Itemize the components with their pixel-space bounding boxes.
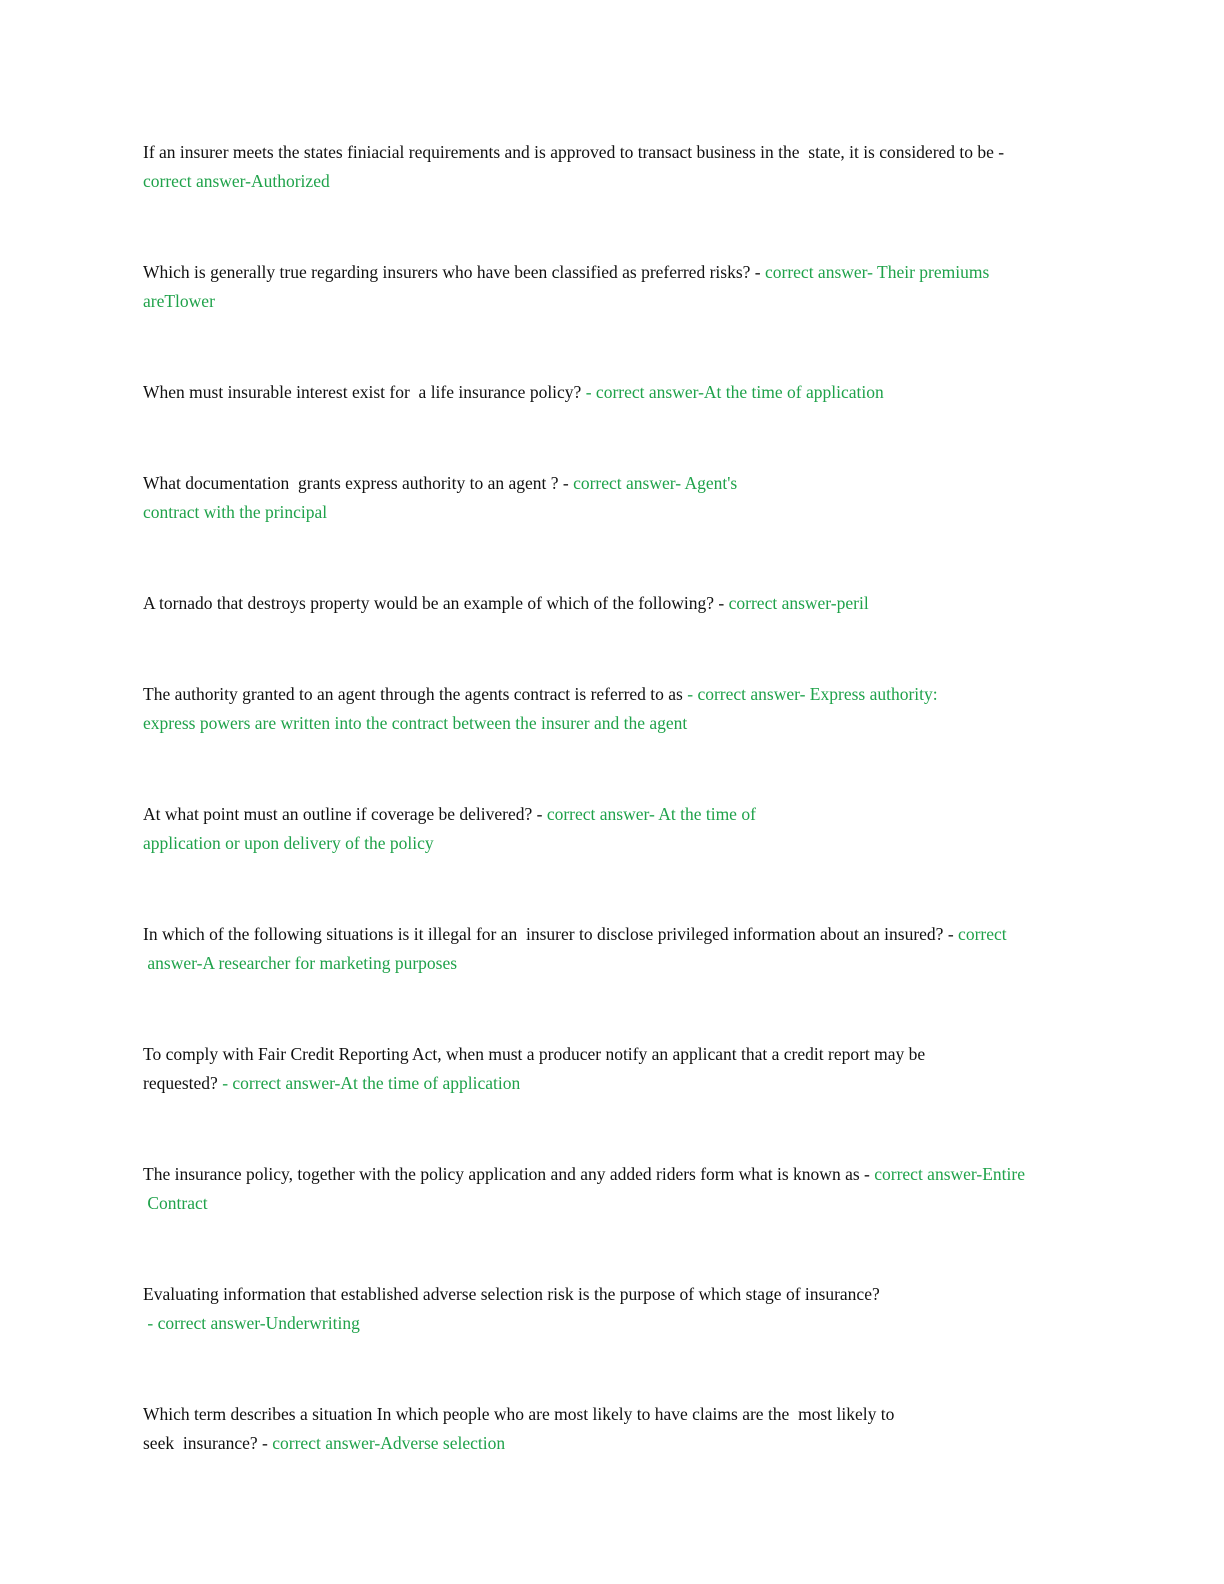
qa-item xyxy=(143,1400,1103,1458)
answer-text: correct answer-peril xyxy=(724,593,869,613)
answer-text: correct answer- Their premiums xyxy=(760,262,990,282)
question-text: Evaluating information that established adverse selection risk is the purpose of which stage of insurance? xyxy=(143,1284,880,1304)
answer-text-continued: express powers are written into the contract between the insurer and the agent xyxy=(143,713,688,733)
answer-text-continued: contract with the principal xyxy=(143,502,328,522)
question-text-continued: requested? xyxy=(143,1073,218,1093)
question-text: The insurance policy, together with the policy application and any added riders form what is known as - xyxy=(143,1164,870,1184)
document-page xyxy=(143,138,1103,1520)
qa-item xyxy=(143,800,1103,858)
answer-text-continued: Contract xyxy=(143,1193,208,1213)
answer-text: correct answer- At the time of xyxy=(542,804,756,824)
answer-text-continued: application or upon delivery of the policy xyxy=(143,833,434,853)
answer-text: - correct answer-Underwriting xyxy=(143,1313,360,1333)
qa-item xyxy=(143,920,1103,978)
qa-item xyxy=(143,589,1103,618)
answer-text: correct xyxy=(953,924,1007,944)
answer-text-continued: answer-A researcher for marketing purposes xyxy=(143,953,458,973)
question-text: When must insurable interest exist for a life insurance policy? xyxy=(143,382,582,402)
answer-text-continued: areTlower xyxy=(143,291,215,311)
qa-item xyxy=(143,1160,1103,1218)
answer-text: - correct answer-At the time of application xyxy=(581,382,884,402)
answer-text: correct answer-Authorized xyxy=(143,171,330,191)
question-text: A tornado that destroys property would be an example of which of the following? - xyxy=(143,593,725,613)
question-text: To comply with Fair Credit Reporting Act, when must a producer notify an applicant that a credit report may be xyxy=(143,1044,926,1064)
qa-item xyxy=(143,1280,1103,1338)
question-text: In which of the following situations is it illegal for an insurer to disclose privileged information about an insured? - xyxy=(143,924,954,944)
qa-item xyxy=(143,1040,1103,1098)
answer-text: - correct answer- Express authority: xyxy=(682,684,938,704)
question-text: If an insurer meets the states finiacial requirements and is approved to transact business in the state, it is considered to be - xyxy=(143,142,1005,162)
question-text: What documentation grants express authority to an agent ? - xyxy=(143,473,569,493)
question-text: The authority granted to an agent through the agents contract is referred to as xyxy=(143,684,683,704)
answer-text: - correct answer-At the time of application xyxy=(217,1073,521,1093)
answer-text: correct answer- Agent's xyxy=(568,473,738,493)
qa-item xyxy=(143,258,1103,316)
qa-item xyxy=(143,680,1103,738)
qa-item xyxy=(143,469,1103,527)
answer-text: correct answer-Entire xyxy=(869,1164,1025,1184)
answer-text: correct answer-Adverse selection xyxy=(267,1433,506,1453)
qa-item xyxy=(143,138,1103,196)
question-text: At what point must an outline if coverage be delivered? - xyxy=(143,804,543,824)
qa-item xyxy=(143,378,1103,407)
question-text-continued: seek insurance? - xyxy=(143,1433,268,1453)
question-text: Which term describes a situation In which people who are most likely to have claims are the most likely to xyxy=(143,1404,895,1424)
question-text: Which is generally true regarding insurers who have been classified as preferred risks? - xyxy=(143,262,761,282)
